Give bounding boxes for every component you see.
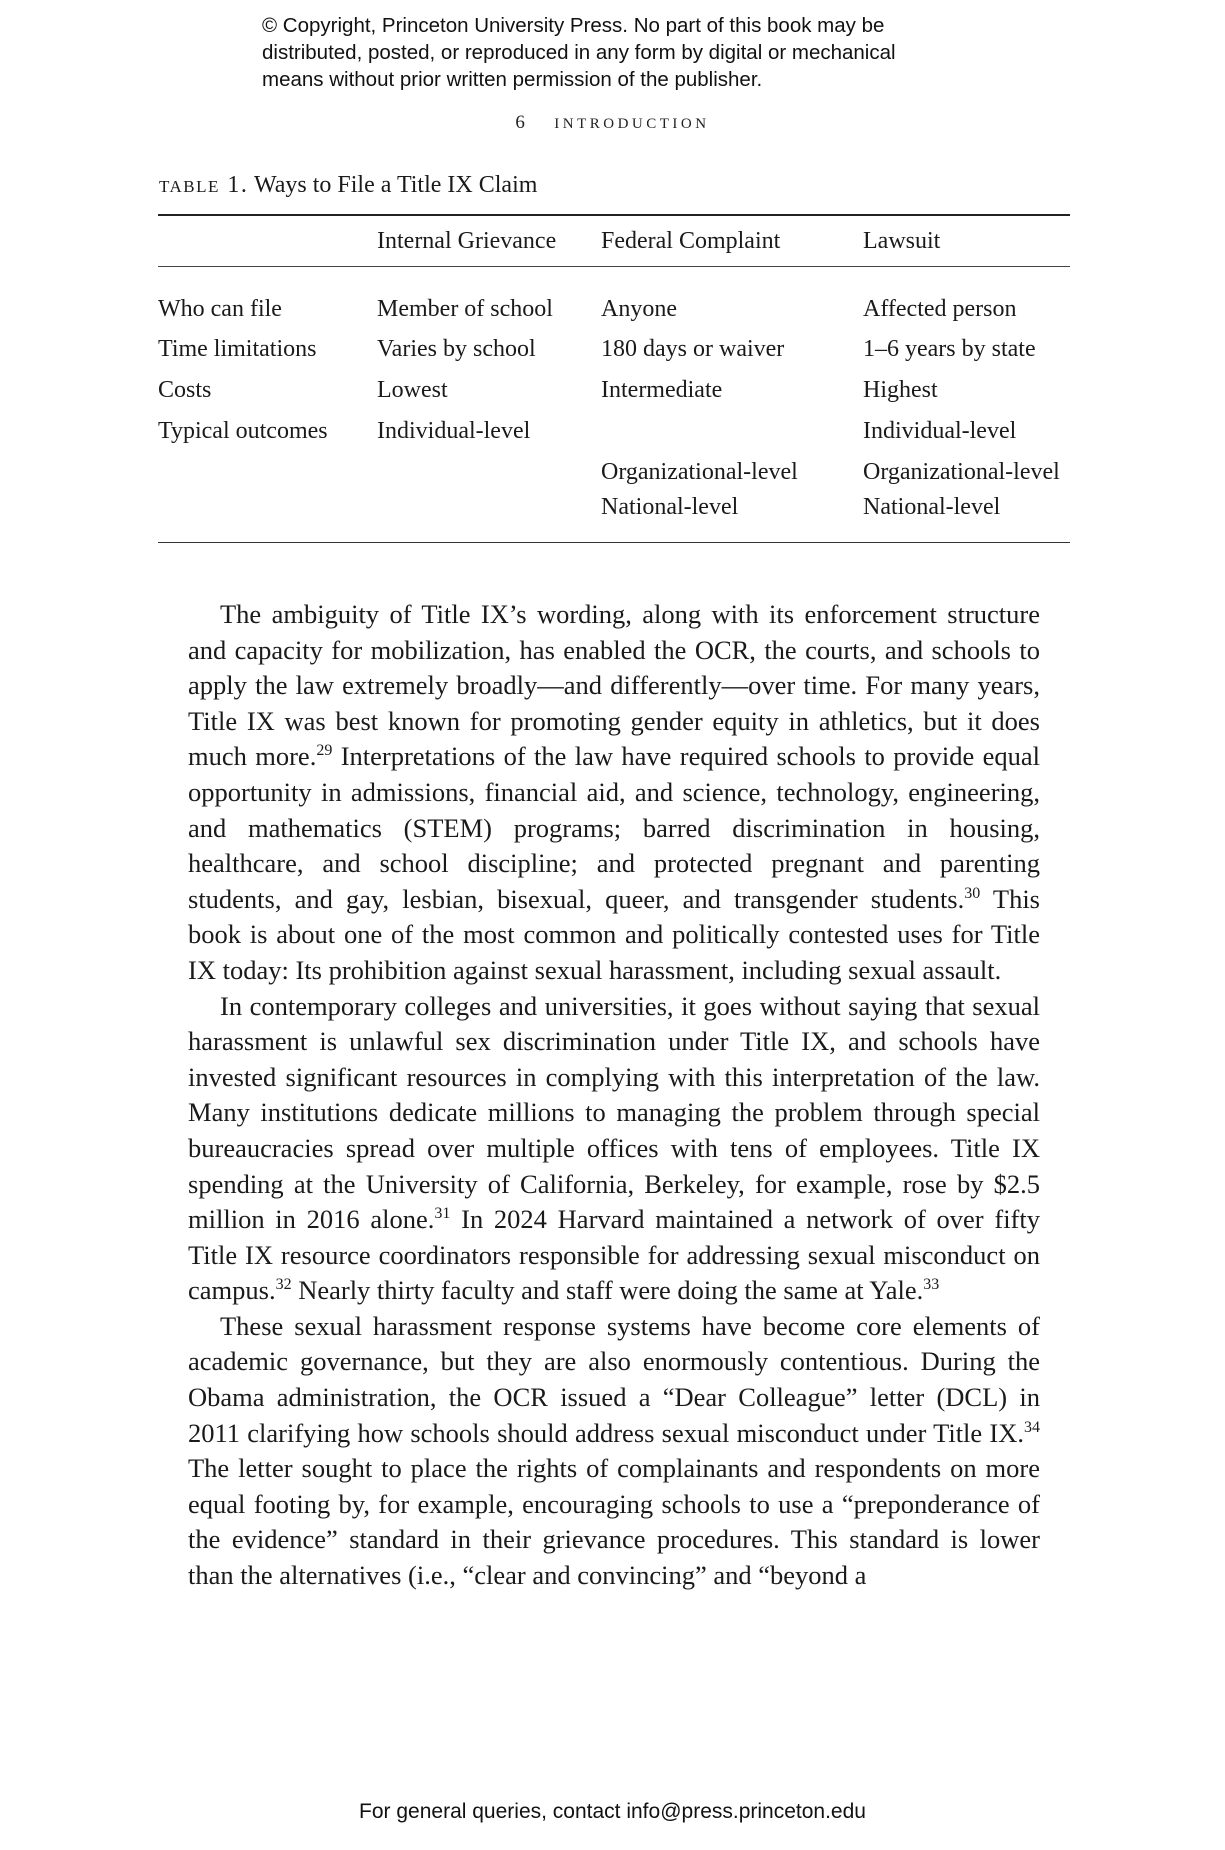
table-cell bbox=[158, 452, 377, 493]
footer-contact: For general queries, contact info@press.princeton.edu bbox=[359, 1800, 866, 1823]
paragraph-text: In contemporary colleges and universities, it goes without saying that sexual harassment is unlawful sex discrimination under Title IX, and schools have invested significant resources in complying with this interpretation of the law. Many institutions dedicate millions to managing the problem through special bureaucracies spread over multiple offices with tens of employees. Title IX spending at the University of California, Berkeley, for example, rose by $2.5 million in 2016 alone. bbox=[188, 990, 1040, 1235]
paragraph-text: Nearly thirty faculty and staff were doing the same at Yale. bbox=[291, 1275, 924, 1306]
running-head bbox=[0, 112, 1225, 134]
title-ix-claims-table bbox=[158, 214, 1070, 543]
table-cell: Individual-level bbox=[863, 418, 1017, 444]
table-cell bbox=[377, 452, 601, 493]
footnote-ref: 32 bbox=[275, 1276, 292, 1294]
footnote-ref: 31 bbox=[434, 1205, 451, 1223]
table-header-row bbox=[158, 215, 1070, 267]
table-title: Ways to File a Title IX Claim bbox=[254, 172, 538, 198]
table-row bbox=[158, 267, 1070, 330]
footnote-ref: 29 bbox=[316, 742, 333, 760]
table-cell: 180 days or waiver bbox=[601, 336, 785, 362]
paragraph-text: The ambiguity of Title IX’s wording, along with its enforcement structure and capacity for mobilization, has enabled the OCR, the courts, and schools to apply the law extremely broadly—and differently—over time. For many years, Title IX was best known for promoting gender equity in athletics, but it does much more. bbox=[188, 599, 1040, 772]
table-cell: Lowest bbox=[377, 377, 448, 403]
table-cell: Who can file bbox=[158, 296, 282, 322]
column-header: Federal Complaint bbox=[601, 215, 863, 267]
table-cell: Anyone bbox=[601, 296, 677, 322]
copyright-line-2: distributed, posted, or reproduced in any form by digital or mechanical bbox=[262, 41, 896, 64]
column-header: Lawsuit bbox=[863, 215, 1070, 267]
copyright-line-3: means without prior written permission of the publisher. bbox=[262, 68, 763, 91]
footnote-ref: 30 bbox=[964, 884, 981, 902]
body-text bbox=[188, 597, 1040, 1594]
footnote-ref: 34 bbox=[1024, 1418, 1040, 1436]
table-cell: Individual-level bbox=[377, 418, 531, 444]
table-cell: Typical outcomes bbox=[158, 418, 328, 444]
table-cell: National-level bbox=[601, 494, 739, 520]
paragraph-text: In 2024 Harvard maintained a network of over fifty Title IX resource coordinators responsible for addressing sexual misconduct on campus. bbox=[188, 1204, 1040, 1306]
table-cell: Organizational-level bbox=[863, 459, 1060, 485]
table-cell: Affected person bbox=[863, 296, 1017, 322]
paragraph-text: Interpretations of the law have required schools to provide equal opportunity in admissions, financial aid, and science, technology, engineering, and mathematics (STEM) programs; barred discrimination in housing, healthcare, and school discipline; and protected pregnant and parenting students, and gay, lesbian, bisexual, queer, and transgender students. bbox=[188, 741, 1040, 914]
paragraph bbox=[188, 597, 1040, 989]
table-row bbox=[158, 329, 1070, 370]
paragraph bbox=[188, 1309, 1040, 1594]
paragraph-text: These sexual harassment response systems have become core elements of academic governance, but they are also enormously contentious. During the Obama administration, the OCR issued a “Dear Colleague” letter (DCL) in 2011 clarifying how schools should address sexual misconduct under Title IX. bbox=[188, 1310, 1040, 1448]
table-row bbox=[158, 452, 1070, 493]
table-row bbox=[158, 411, 1070, 452]
table-cell bbox=[601, 411, 863, 452]
table-cell: National-level bbox=[863, 494, 1001, 520]
copyright-notice bbox=[262, 12, 1022, 93]
table-cell bbox=[158, 493, 377, 543]
paragraph bbox=[188, 989, 1040, 1309]
table-label: table 1. bbox=[159, 172, 249, 198]
table-cell: Varies by school bbox=[377, 336, 536, 362]
column-header: Internal Grievance bbox=[377, 215, 601, 267]
table-cell: Intermediate bbox=[601, 377, 723, 403]
paragraph-text: The letter sought to place the rights of complainants and respondents on more equal footing by, for example, encouraging schools to use a “preponderance of the evidence” standard in their grievance procedures. This standard is lower than the alternatives (i.e., “clear and convincing” and “beyond a bbox=[188, 1453, 1040, 1591]
footnote-ref: 33 bbox=[923, 1276, 940, 1294]
column-header bbox=[158, 215, 377, 267]
section-title: INTRODUCTION bbox=[554, 116, 710, 132]
table-cell: Highest bbox=[863, 377, 938, 403]
table-cell: Costs bbox=[158, 377, 212, 403]
table-cell: 1–6 years by state bbox=[863, 336, 1036, 362]
page-number: 6 bbox=[515, 112, 525, 133]
table-row bbox=[158, 493, 1070, 543]
copyright-line-1: © Copyright, Princeton University Press. No part of this book may be bbox=[262, 14, 885, 37]
table-cell bbox=[377, 493, 601, 543]
table-caption bbox=[159, 172, 537, 199]
table-cell: Member of school bbox=[377, 296, 553, 322]
table-cell: Organizational-level bbox=[601, 459, 798, 485]
paragraph-text: This book is about one of the most common and politically contested uses for Title IX today: Its prohibition against sexual harassment, including sexual assault. bbox=[188, 883, 1041, 985]
table-cell: Time limitations bbox=[158, 336, 317, 362]
table-row bbox=[158, 370, 1070, 411]
